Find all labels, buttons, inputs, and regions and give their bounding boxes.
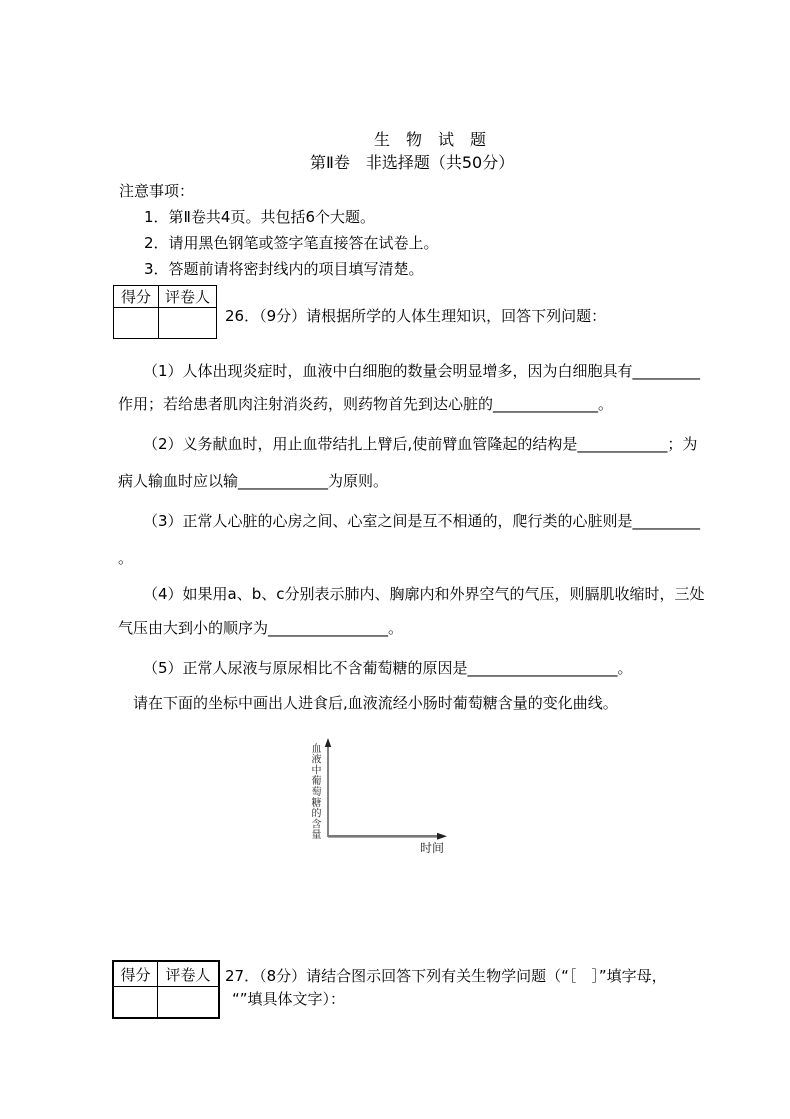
grader-cell (159, 308, 217, 339)
note-item-2: 2．请用黑色钢笔或签字笔直接答在试卷上。 (144, 234, 439, 252)
score-table-q27 (113, 961, 219, 1018)
question-27-line1: 27．（8分）请结合图示回答下列有关生物学问题（“［ ］”填字母， (225, 967, 667, 985)
score-table-q26 (113, 285, 217, 339)
question-26-heading: 26．（9分）请根据所学的人体生理知识，回答下列问题： (225, 307, 607, 325)
grader-header: 评卷人 (159, 286, 217, 308)
q26-sub2-line1: （2）义务献血时，用止血带结扎上臂后,使前臂血管隆起的结构是____________；为 (143, 435, 698, 453)
q26-sub3-line1: （3）正常人心脏的心房之间、心室之间是互不相通的，爬行类的心脏则是_________ (143, 512, 701, 530)
score-cell (114, 308, 159, 339)
score-cell (114, 987, 158, 1018)
score-header: 得分 (114, 286, 159, 308)
y-axis-label: 血液中葡萄糖的含量 (309, 743, 320, 841)
q26-sub2-line2: 病人输血时应以输____________为原则。 (118, 472, 389, 490)
note-item-1: 1．第Ⅱ卷共4页。共包括6个大题。 (144, 208, 376, 226)
question-27-line2: “”填具体文字）： (232, 990, 346, 1008)
note-item-3: 3．答题前请将密封线内的项目填写清楚。 (144, 260, 424, 278)
glucose-time-chart (300, 738, 470, 863)
y-axis-arrow-icon (325, 738, 331, 747)
grader-header: 评卷人 (158, 962, 219, 987)
x-axis-label: 时间 (420, 841, 445, 855)
q26-sub5-line1: （5）正常人尿液与原尿相比不含葡萄糖的原因是____________________。 (143, 659, 633, 677)
q26-sub4-line2: 气压由大到小的顺序为________________。 (118, 619, 404, 637)
doc-title: 生 物 试 题 (374, 130, 487, 149)
q26-sub3-line2: 。 (118, 549, 134, 567)
q26-draw-prompt: 请在下面的坐标中画出人进食后,血液流经小肠时葡萄糖含量的变化曲线。 (133, 694, 618, 712)
q26-sub1-line1: （1）人体出现炎症时，血液中白细胞的数量会明显增多，因为白细胞具有_________ (143, 362, 701, 380)
doc-subtitle: 第Ⅱ卷 非选择题（共50分） (310, 153, 515, 172)
q26-sub1-line2: 作用；若给患者肌肉注射消炎药，则药物首先到达心脏的______________。 (118, 395, 614, 413)
grader-cell (158, 987, 219, 1018)
q26-sub4-line1: （4）如果用a、b、c分别表示肺内、胸廓内和外界空气的气压，则膈肌收缩时，三处 (143, 585, 705, 603)
score-header: 得分 (114, 962, 158, 987)
notes-heading: 注意事项： (119, 182, 195, 200)
chart-axes (300, 738, 470, 863)
